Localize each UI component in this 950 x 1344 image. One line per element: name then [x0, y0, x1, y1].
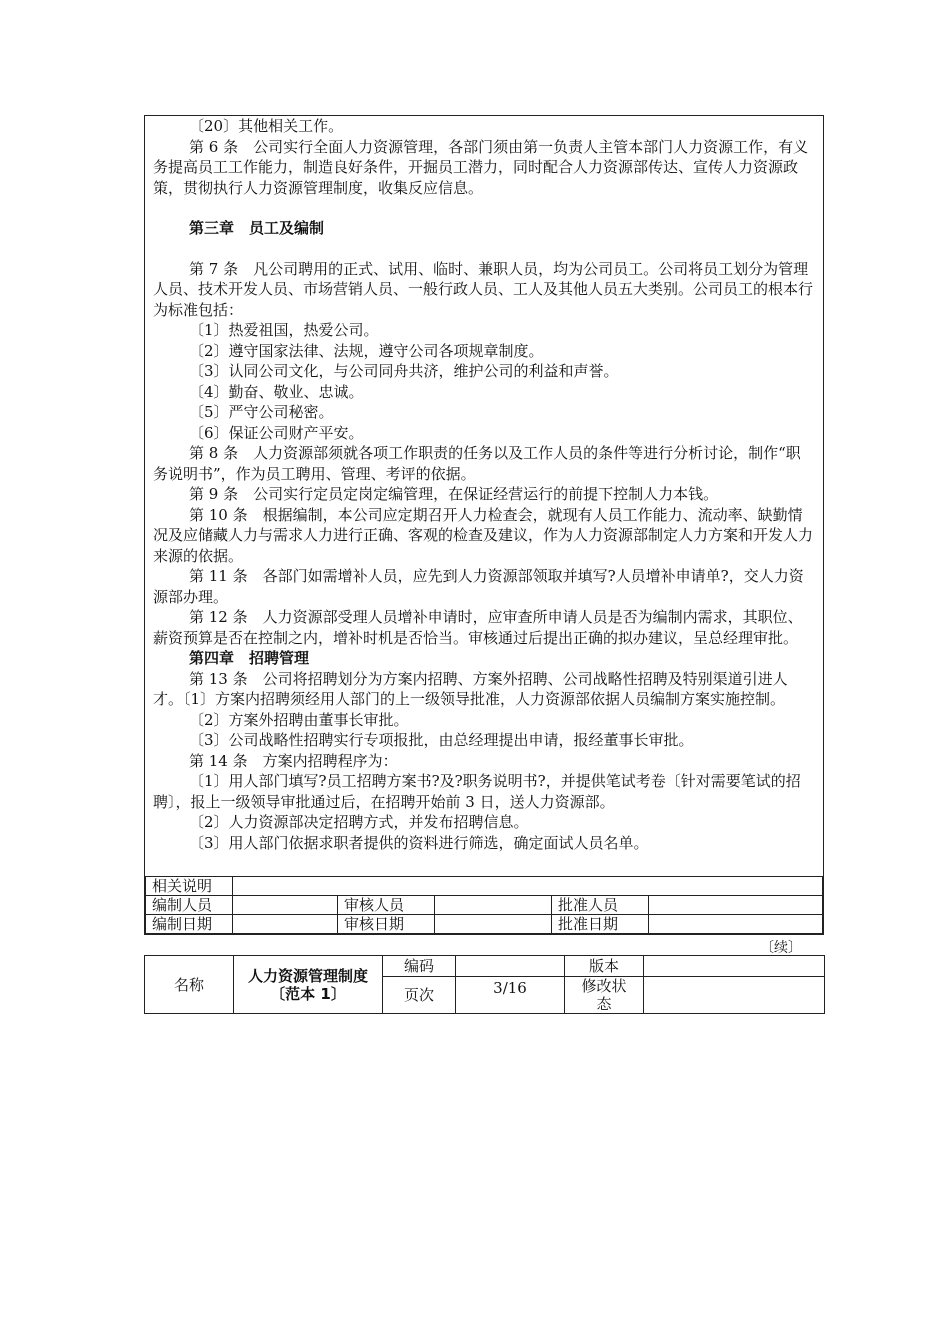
article-10: 第 10 条 根据编制，本公司应定期召开人力检查会，就现有人员工作能力、流动率、缺勤情况及应储藏人力与需求人力进行正确、客观的检查及建议，作为人力资源部制定人力方案和开发人力来源的依据。: [153, 505, 814, 565]
article-12: 第 12 条 人力资源部受理人员增补申请时，应审查所申请人员是否为编制内需求，其职位、薪资预算是否在控制之内，增补时机是否恰当。审核通过后提出正确的拟办建议，呈总经理审批。: [153, 608, 803, 647]
name-label: 名称: [145, 956, 234, 1014]
approved-by-value[interactable]: [649, 896, 823, 915]
article-14: 第 14 条 方案内招聘程序为：: [189, 751, 398, 770]
prepared-date-value[interactable]: [233, 915, 338, 934]
item-20: 〔20〕其他相关工作。: [189, 117, 344, 135]
approval-table: [145, 876, 823, 934]
article-7-item: 〔4〕勤奋、敬业、忠诚。: [189, 382, 364, 401]
article-14-item: 〔2〕人力资源部决定招聘方式，并发布招聘信息。: [189, 813, 529, 831]
page-label: 页次: [383, 977, 456, 1014]
article-7-item: 〔2〕遵守国家法律、法规，遵守公司各项规章制度。: [189, 341, 544, 360]
code-value[interactable]: [456, 956, 565, 977]
article-7: 第 7 条 凡公司聘用的正式、试用、临时、兼职人员，均为公司员工。公司将员工划分为管理人员、技术开发人员、市场营销人员、一般行政人员、工人及其他人员五大类别。公司员工的根本行为标准包括：: [153, 259, 814, 319]
article-8: 第 8 条 人力资源部须就各项工作职责的任务以及工作人员的条件等进行分析讨论，制作“职务说明书”，作为员工聘用、管理、考评的依据。: [153, 444, 801, 483]
page-value: 3/16: [456, 977, 565, 1014]
continued-label: 〔续〕: [760, 940, 802, 956]
related-value[interactable]: [233, 877, 823, 896]
article-14-item: 〔1〕用人部门填写?员工招聘方案书?及?职务说明书?，并提供笔试考卷〔针对需要笔试的招聘〕，报上一级领导审批通过后，在招聘开始前 3 日，送人力资源部。: [153, 772, 801, 811]
prepared-date-label: 编制日期: [146, 915, 233, 934]
document-body: [153, 116, 815, 853]
related-label: 相关说明: [146, 877, 233, 896]
article-11: 第 11 条 各部门如需增补人员，应先到人力资源部领取并填写?人员增补申请单?，交人力资源部办理。: [153, 567, 804, 606]
article-13-item: 〔3〕公司战略性招聘实行专项报批，由总经理提出申请，报经董事长审批。: [189, 731, 694, 749]
article-7-item: 〔1〕热爱祖国，热爱公司。: [189, 321, 379, 339]
article-9: 第 9 条 公司实行定员定岗定编管理，在保证经营运行的前提下控制人力本钱。: [189, 485, 719, 503]
revision-label: 修改状态: [565, 977, 644, 1014]
article-13-item: 〔2〕方案外招聘由董事长审批。: [189, 710, 409, 729]
article-7-item: 〔6〕保证公司财产平安。: [189, 423, 364, 442]
prepared-by-label: 编制人员: [146, 896, 233, 915]
revision-value[interactable]: [644, 977, 825, 1014]
article-6: 第 6 条 公司实行全面人力资源管理，各部门须由第一负责人主管本部门人力资源工作，有义务提高员工工作能力，制造良好条件，开掘员工潜力，同时配合人力资源部传达、宣传人力资源政策，贯彻执行人力资源管理制度，收集反应信息。: [153, 137, 809, 197]
document-title: [234, 956, 383, 1014]
chapter-4-heading: 第四章 招聘管理: [189, 649, 310, 667]
approved-by-label: 批准人员: [552, 896, 649, 915]
prepared-by-value[interactable]: [233, 896, 338, 915]
reviewed-by-value[interactable]: [435, 896, 552, 915]
article-7-item: 〔5〕严守公司秘密。: [189, 403, 334, 421]
approved-date-value[interactable]: [649, 915, 823, 934]
document-title-line2: 〔范本 1〕: [270, 984, 346, 1003]
document-frame: [144, 115, 824, 935]
version-label: 版本: [565, 956, 644, 977]
reviewed-by-label: 审核人员: [338, 896, 435, 915]
approved-date-label: 批准日期: [552, 915, 649, 934]
article-13: 第 13 条 公司将招聘划分为方案内招聘、方案外招聘、公司战略性招聘及特别渠道引进人才。〔1〕方案内招聘须经用人部门的上一级领导批准，人力资源部依据人员编制方案实施控制。: [153, 669, 788, 708]
footer-table: [144, 955, 825, 1014]
chapter-3-heading: 第三章 员工及编制: [189, 219, 325, 237]
reviewed-date-label: 审核日期: [338, 915, 435, 934]
document-title-line1: 人力资源管理制度: [247, 966, 368, 985]
article-14-item: 〔3〕用人部门依据求职者提供的资料进行筛选，确定面试人员名单。: [189, 833, 649, 852]
code-label: 编码: [383, 956, 456, 977]
article-7-item: 〔3〕认同公司文化，与公司同舟共济，维护公司的利益和声誉。: [189, 362, 619, 380]
version-value[interactable]: [644, 956, 825, 977]
reviewed-date-value[interactable]: [435, 915, 552, 934]
